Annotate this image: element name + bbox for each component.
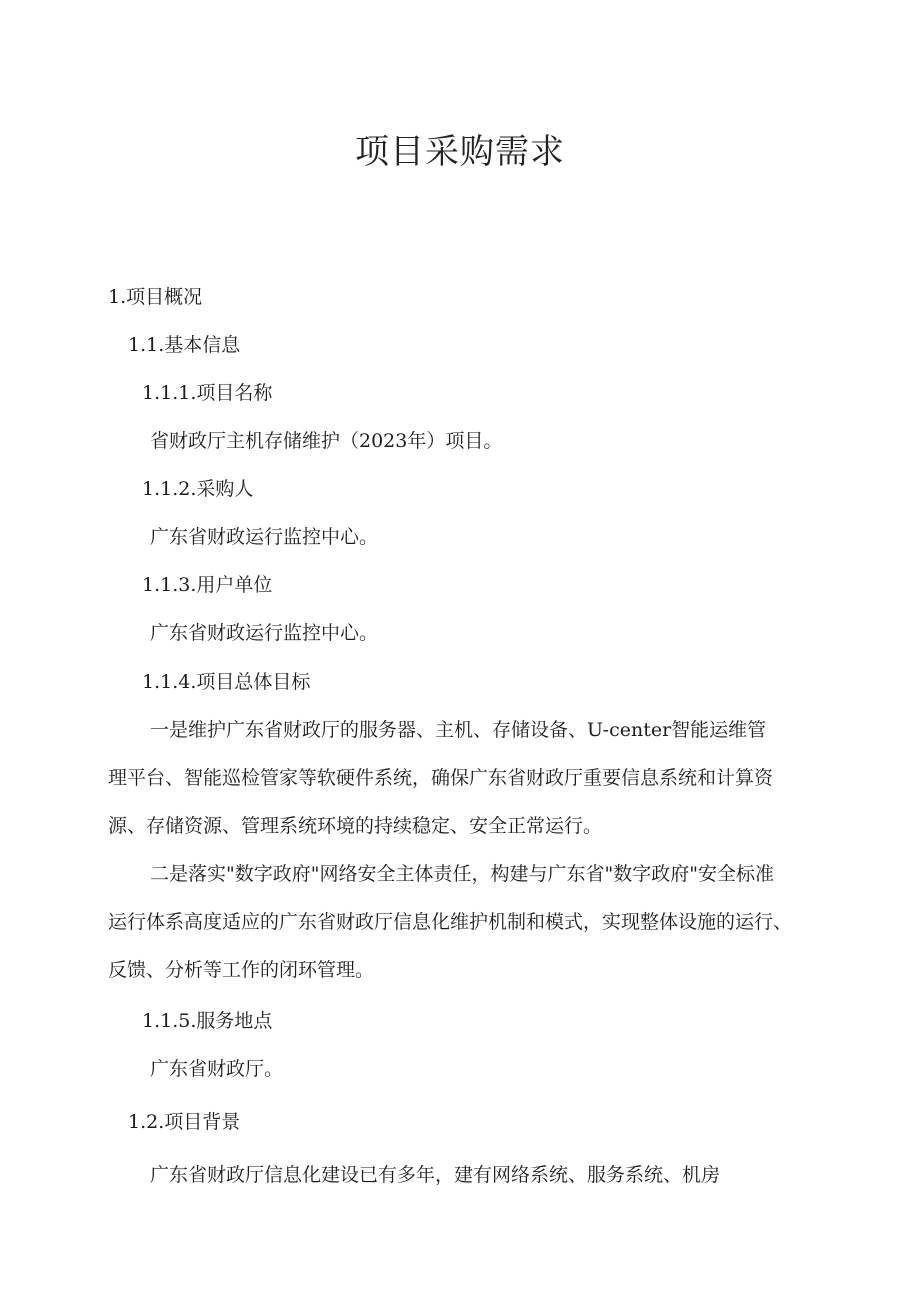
paragraph-user-unit: 广东省财政运行监控中心。	[150, 622, 379, 644]
heading-purchaser: 1.1.2.采购人	[142, 478, 254, 500]
paragraph-goal-two-line-1: 二是落实"数字政府"网络安全主体责任，构建与广东省"数字政府"安全标准	[150, 863, 774, 885]
paragraph-project-name: 省财政厅主机存储维护（2023年）项目。	[150, 430, 503, 452]
paragraph-project-background: 广东省财政厅信息化建设已有多年，建有网络系统、服务系统、机房	[150, 1164, 721, 1186]
paragraph-service-location: 广东省财政厅。	[150, 1058, 284, 1080]
paragraph-goal-two-line-3: 反馈、分析等工作的闭环管理。	[108, 959, 375, 981]
heading-project-background: 1.2.项目背景	[128, 1111, 241, 1133]
heading-service-location: 1.1.5.服务地点	[142, 1010, 273, 1032]
heading-project-name: 1.1.1.项目名称	[142, 382, 273, 404]
heading-basic-info: 1.1.基本信息	[128, 334, 241, 356]
paragraph-purchaser: 广东省财政运行监控中心。	[150, 526, 379, 548]
document-title: 项目采购需求	[355, 132, 565, 172]
heading-project-overview: 1.项目概况	[108, 286, 203, 308]
paragraph-goal-one-line-3: 源、存储资源、管理系统环境的持续稳定、安全正常运行。	[108, 815, 603, 837]
heading-overall-goal: 1.1.4.项目总体目标	[142, 671, 311, 693]
paragraph-goal-two-line-2: 运行体系高度适应的广东省财政厅信息化维护机制和模式，实现整体设施的运行、	[108, 911, 793, 933]
paragraph-goal-one-line-1: 一是维护广东省财政厅的服务器、主机、存储设备、U-center智能运维管	[150, 719, 767, 741]
heading-user-unit: 1.1.3.用户单位	[142, 574, 273, 596]
paragraph-goal-one-line-2: 理平台、智能巡检管家等软硬件系统，确保广东省财政厅重要信息系统和计算资	[108, 767, 774, 789]
